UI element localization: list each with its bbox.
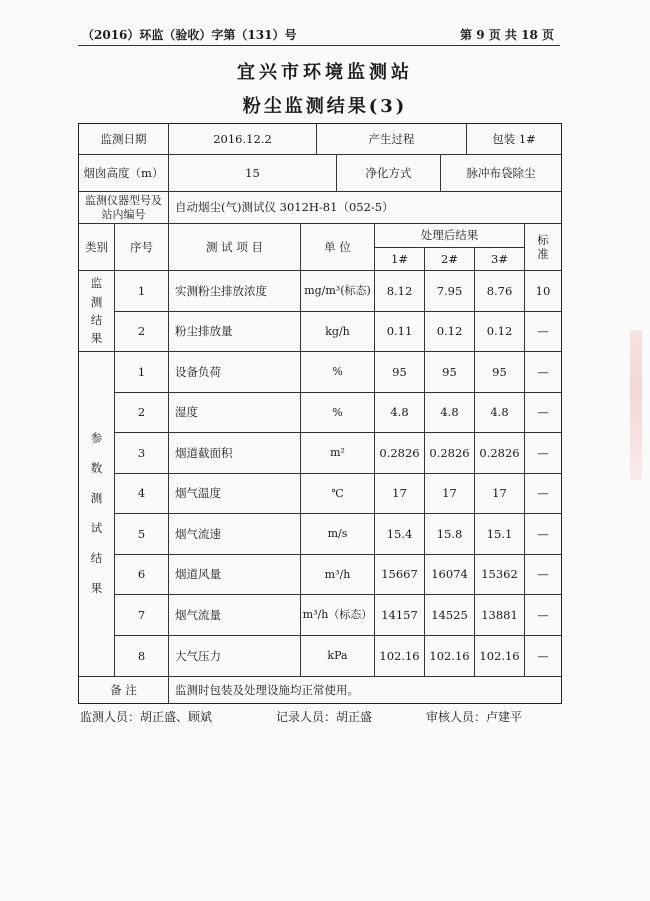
reviewer: 审核人员：卢建平 xyxy=(426,710,523,724)
remarks-label: 备 注 xyxy=(79,677,169,703)
monitor-staff: 监测人员：胡正盛、顾斌 xyxy=(80,710,213,724)
instrument-label: 监测仪器型号及站内编号 xyxy=(79,192,169,224)
row-unit: mg/m³(标态) xyxy=(301,271,375,312)
row-seq: 8 xyxy=(115,636,169,677)
row-result-3: 15.1 xyxy=(475,514,525,555)
row-result-2: 17 xyxy=(425,474,475,514)
row-standard: — xyxy=(525,595,561,636)
row-result-1: 102.16 xyxy=(375,636,425,677)
row-result-3: 0.12 xyxy=(475,312,525,352)
row-result-1: 15667 xyxy=(375,555,425,595)
row-seq: 2 xyxy=(115,312,169,352)
row-seq: 3 xyxy=(115,433,169,474)
row-unit: % xyxy=(301,352,375,393)
row-standard: — xyxy=(525,312,561,352)
col-unit: 单 位 xyxy=(301,224,375,271)
col-category: 类别 xyxy=(79,224,115,271)
row-item: 烟气温度 xyxy=(169,474,301,514)
row-unit: m³/h xyxy=(301,555,375,595)
instrument-value: 自动烟尘(气)测试仪 3012H-81（052-5） xyxy=(169,192,561,224)
row-result-1: 0.2826 xyxy=(375,433,425,474)
col-result-3: 3# xyxy=(475,248,525,271)
row-item: 大气压力 xyxy=(169,636,301,677)
remarks-value: 监测时包装及处理设施均正常使用。 xyxy=(175,682,359,697)
col-standard: 标准 xyxy=(525,224,561,271)
row-seq: 6 xyxy=(115,555,169,595)
report-title: 粉尘监测结果(3) xyxy=(242,96,408,117)
row-standard: — xyxy=(525,514,561,555)
row-result-2: 95 xyxy=(425,352,475,393)
row-seq: 1 xyxy=(115,271,169,312)
row-result-1: 0.11 xyxy=(375,312,425,352)
row-result-3: 13881 xyxy=(475,595,525,636)
row-seq: 5 xyxy=(115,514,169,555)
purify-value: 脉冲布袋除尘 xyxy=(441,155,561,192)
row-result-2: 7.95 xyxy=(425,271,475,312)
seal-edge xyxy=(630,330,642,480)
row-result-1: 14157 xyxy=(375,595,425,636)
row-unit: m/s xyxy=(301,514,375,555)
row-standard: — xyxy=(525,555,561,595)
row-result-3: 8.76 xyxy=(475,271,525,312)
row-result-2: 4.8 xyxy=(425,393,475,433)
row-standard: 10 xyxy=(525,271,561,312)
chimney-label: 烟囱高度（m） xyxy=(79,155,169,192)
row-result-1: 17 xyxy=(375,474,425,514)
page-number: 第 9 页 共 18 页 xyxy=(460,28,554,42)
row-result-1: 15.4 xyxy=(375,514,425,555)
row-unit: m³/h（标态） xyxy=(301,595,375,636)
row-item: 设备负荷 xyxy=(169,352,301,393)
row-unit: ℃ xyxy=(301,474,375,514)
row-result-3: 15362 xyxy=(475,555,525,595)
station-title: 宜兴市环境监测站 xyxy=(237,62,413,83)
row-result-2: 0.12 xyxy=(425,312,475,352)
row-unit: kg/h xyxy=(301,312,375,352)
row-result-1: 4.8 xyxy=(375,393,425,433)
row-item: 粉尘排放量 xyxy=(169,312,301,352)
row-result-1: 95 xyxy=(375,352,425,393)
row-standard: — xyxy=(525,433,561,474)
row-result-3: 95 xyxy=(475,352,525,393)
date-value: 2016.12.2 xyxy=(169,124,317,155)
group-param: 参数测试结果 xyxy=(79,352,115,677)
row-standard: — xyxy=(525,474,561,514)
row-unit: m² xyxy=(301,433,375,474)
col-seq: 序号 xyxy=(115,224,169,271)
row-seq: 2 xyxy=(115,393,169,433)
row-seq: 4 xyxy=(115,474,169,514)
row-standard: — xyxy=(525,636,561,677)
purify-label: 净化方式 xyxy=(337,155,441,192)
col-result-1: 1# xyxy=(375,248,425,271)
group-monitor: 监测结果 xyxy=(79,271,115,352)
row-result-2: 16074 xyxy=(425,555,475,595)
chimney-value: 15 xyxy=(169,155,337,192)
recorder: 记录人员：胡正盛 xyxy=(276,710,373,724)
date-label: 监测日期 xyxy=(79,124,169,155)
row-item: 烟道风量 xyxy=(169,555,301,595)
row-result-2: 102.16 xyxy=(425,636,475,677)
process-label: 产生过程 xyxy=(317,124,467,155)
row-result-3: 17 xyxy=(475,474,525,514)
row-unit: % xyxy=(301,393,375,433)
row-standard: — xyxy=(525,393,561,433)
col-result-2: 2# xyxy=(425,248,475,271)
row-item: 烟气流速 xyxy=(169,514,301,555)
row-result-3: 0.2826 xyxy=(475,433,525,474)
row-result-1: 8.12 xyxy=(375,271,425,312)
header-divider xyxy=(78,45,560,46)
results-table xyxy=(78,123,562,704)
col-result: 处理后结果 xyxy=(375,224,525,248)
col-item: 测 试 项 目 xyxy=(169,224,301,271)
row-result-2: 15.8 xyxy=(425,514,475,555)
row-item: 烟气流量 xyxy=(169,595,301,636)
report-header xyxy=(82,26,554,43)
row-result-3: 4.8 xyxy=(475,393,525,433)
row-standard: — xyxy=(525,352,561,393)
row-result-3: 102.16 xyxy=(475,636,525,677)
row-seq: 1 xyxy=(115,352,169,393)
process-value: 包装 1# xyxy=(467,124,561,155)
row-result-2: 14525 xyxy=(425,595,475,636)
report-number: （2016）环监（验收）字第（131）号 xyxy=(82,28,297,42)
row-result-2: 0.2826 xyxy=(425,433,475,474)
row-item: 实测粉尘排放浓度 xyxy=(169,271,301,312)
row-unit: kPa xyxy=(301,636,375,677)
row-seq: 7 xyxy=(115,595,169,636)
row-item: 湿度 xyxy=(169,393,301,433)
row-item: 烟道截面积 xyxy=(169,433,301,474)
